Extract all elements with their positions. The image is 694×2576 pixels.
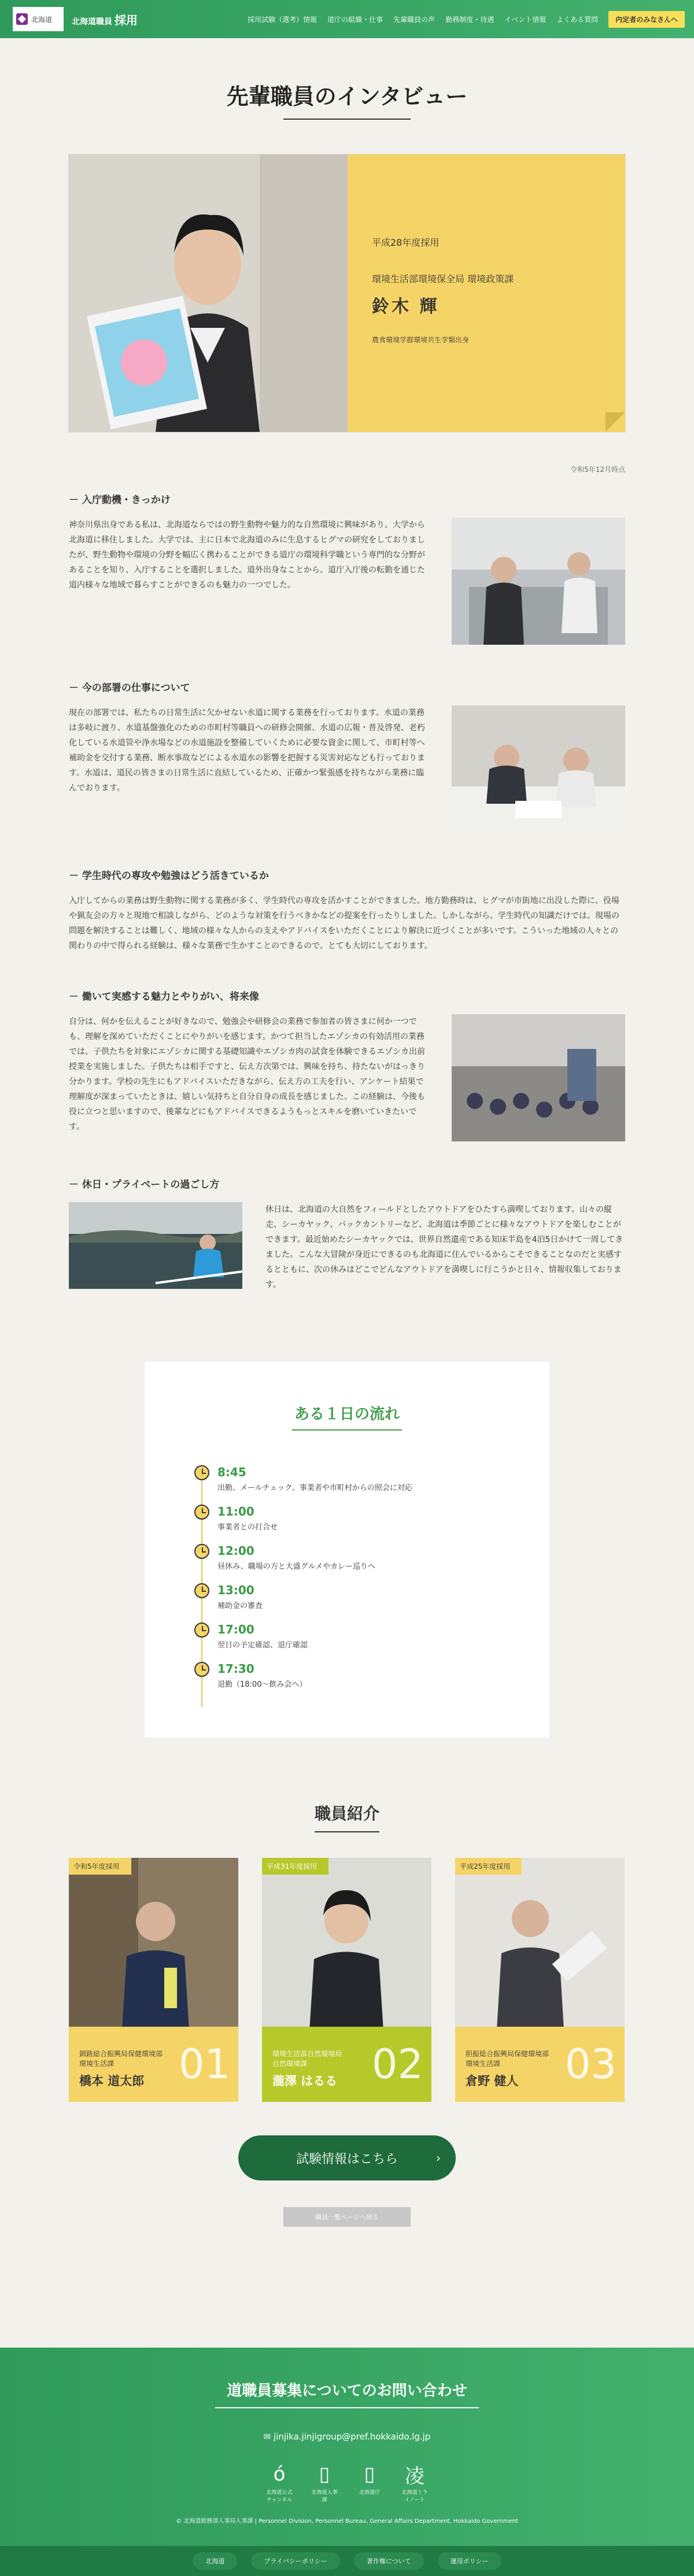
card-name: 倉野 健人: [466, 2074, 519, 2088]
profile-panel: [348, 154, 625, 432]
nav-org[interactable]: 道庁の組織・仕事: [327, 15, 383, 24]
profile-photo-illustration: [69, 154, 348, 432]
time-desc: 出勤、メールチェック、事業者や市町村からの照会に対応: [217, 1484, 412, 1492]
corner-fold: [606, 412, 625, 432]
contact-underline: [215, 2407, 479, 2408]
nav-senior[interactable]: 先輩職員の声: [393, 15, 435, 24]
sns-jinji[interactable]: [311, 2463, 338, 2503]
time: 17:30: [217, 1662, 254, 1676]
footer-link-policy[interactable]: 運用ポリシー: [438, 2552, 501, 2570]
section-text: 休日は、北海道の大自然をフィールドとしたアウトドアをひたすら満喫しております。山々の縦走、シーカヤック、バックカントリーなど、北海道は季節ごとに様々なアウトドアを楽しむことができます。最近始めたシーカヤックでは、世界自然遺産である知床半島を4泊5日かけて一周してきました。こんな大冒険が身近にできるのも北海道に住んでいるからこそできることなのだと実感するとともに、次の休みはどこでどんなアウトドアを満喫しに行こうかと日々、情報収集しております。: [265, 1205, 623, 1289]
sns-label: 北海道人事課: [311, 2490, 338, 2503]
section-motivation: [69, 491, 625, 645]
hokkaido-emblem-icon: [16, 13, 28, 25]
card-tag: 令和5年度採用: [69, 1858, 131, 1875]
logo-text: 北海道: [31, 15, 53, 24]
clock-icon: [194, 1662, 209, 1677]
sns-label: 北海道公式チャンネル: [266, 2490, 293, 2503]
nav-event[interactable]: イベント情報: [504, 15, 547, 24]
clock-icon: [194, 1465, 209, 1480]
exam-info-label: 試験情報はこちら: [296, 2152, 398, 2167]
profile-hero: [69, 154, 625, 432]
sns-links: [0, 2463, 694, 2503]
section-title: － 入庁動機・きっかけ: [69, 494, 171, 506]
timeline-item: [194, 1583, 549, 1623]
contact-mail[interactable]: [0, 2431, 694, 2442]
card-dept: 胆振総合振興局保健環境部: [466, 2050, 549, 2058]
sns-label: 北海道ミライノート: [401, 2490, 428, 2503]
section-title: － 働いて実感する魅力とやりがい、将来像: [69, 991, 259, 1003]
time: 17:00: [217, 1623, 254, 1636]
profile-photo: [69, 154, 348, 432]
brand-title[interactable]: [72, 11, 138, 28]
timeline-item: [194, 1623, 549, 1662]
sns-mirai[interactable]: [401, 2463, 428, 2503]
nav-faq[interactable]: よくある質問: [556, 15, 599, 24]
clock-icon: [194, 1623, 209, 1638]
time-desc: 補助金の審査: [217, 1602, 263, 1610]
mail-address: jinjika.jinjigroup@pref.hokkaido.lg.jp: [273, 2431, 431, 2442]
nav-exam[interactable]: 採用試験（選考）情報: [248, 15, 318, 24]
timeline-item: [194, 1544, 549, 1583]
time: 11:00: [217, 1505, 254, 1518]
section-current-work: [69, 679, 625, 833]
staff-title: 職員紹介: [314, 1804, 379, 1823]
section-text: 自分は、何かを伝えることが好きなので、勉強会や研修会の業務で参加者の皆さまに何か一つでも、理解を深めていただくことにやりがいを感じます。かつて担当したエゾシカの有効活用の業務では、子供たちを対象にエゾシカに関する基礎知識やエゾシカ肉の試食を体験できるエゾシカ出前授業を実施しました。子供たちは相手ですと、伝え方次第では、興味を持ち、持たないがはっきり分かります。学校の先生にもアドバイスいただきながら、伝え方の工夫を行い、アンケート結果で理解度が深まっていたときは、嬉しい気持ちと自分自身の成長を感じました。この経験は、今後も役に立つと思いますので、後輩などにもアドバイスできるようもっとスキルを磨いていきたいです。: [69, 1017, 425, 1132]
card-dept2: 自然環境課: [272, 2060, 308, 2068]
section-studies: [69, 867, 625, 953]
clock-icon: [194, 1544, 209, 1559]
card-dept2: 環境生活課: [466, 2060, 501, 2068]
footer-link-hokkaido[interactable]: 北海道: [193, 2552, 237, 2570]
meeting-photo: [452, 705, 625, 833]
section-text: 神奈川県出身である私は、北海道ならではの野生動物や魅力的な自然環境に興味があり、大学から北海道に移住しました。大学では、主に日本で北海道のみに生息するヒグマの研究をしておりましたが、野生動物や環境の分野を幅広く携わることができる道庁の環境科学職という専門的な分野があることを知り、入庁することを選択しました。道外出身なことから、道庁入庁後の転勤を通じた道内様々な地域で暮らすことができるのも魅力の一つでした。: [69, 520, 425, 590]
sns-label: 北海道庁: [359, 2490, 380, 2496]
update-date: 令和5年12月時点: [570, 465, 625, 474]
profile-name: 鈴木 輝: [372, 297, 440, 317]
nav-work[interactable]: 勤務制度・待遇: [445, 15, 494, 24]
card-dept: 環境生活部自然環境局: [272, 2050, 342, 2058]
contact-title: 道職員募集についてのお問い合わせ: [227, 2382, 467, 2400]
daily-schedule: [145, 1362, 549, 1738]
logo[interactable]: [13, 7, 64, 31]
profile-dept: 環境生活部環境保全局 環境政策課: [372, 274, 514, 284]
card-tag: 平成31年度採用: [262, 1858, 328, 1875]
main-nav: [248, 11, 685, 28]
time: 8:45: [217, 1465, 246, 1479]
chevron-right-icon: ›: [436, 2151, 441, 2165]
card-tag: 平成25年度採用: [455, 1858, 522, 1875]
timeline-item: [194, 1465, 549, 1505]
clock-icon: [194, 1583, 209, 1598]
profile-school: 農食環境学群環境共生学類出身: [372, 336, 470, 344]
title-underline: [283, 119, 411, 120]
timeline-item: [194, 1662, 549, 1701]
section-title: － 今の部署の仕事について: [69, 682, 190, 694]
card-name: 瀧澤 はるる: [272, 2074, 338, 2088]
timeline-item: [194, 1505, 549, 1544]
brand-label: 北海道職員: [72, 17, 112, 27]
staff-underline: [315, 1831, 379, 1832]
time-desc: 翌日の予定確認、退庁確認: [217, 1641, 308, 1650]
card-info: [455, 2027, 625, 2102]
logo-box: [13, 7, 64, 31]
instagram-icon: ▯: [319, 2463, 330, 2486]
staff-cards: [69, 1858, 625, 2102]
copyright: © 北海道総務部人事局人事課 | Personnel Division, Personnel Bureau, General Affairs Department, Hokkaido Government: [176, 2518, 518, 2525]
x-icon: ▯: [364, 2463, 375, 2486]
mail-icon: ✉: [263, 2431, 274, 2442]
card-number: 02: [371, 2041, 423, 2088]
exam-info-button[interactable]: [238, 2135, 456, 2180]
classroom-photo: [452, 1014, 625, 1141]
page-title: 先輩職員のインタビュー: [226, 84, 468, 109]
staff-card[interactable]: [455, 1858, 625, 2102]
time: 12:00: [217, 1544, 254, 1558]
schedule-title: ある１日の流れ: [294, 1406, 400, 1423]
profile-year: 平成28年度採用: [372, 237, 440, 248]
sns-youtube[interactable]: [266, 2463, 293, 2503]
card-dept: 釧路総合振興局保健環境部: [79, 2050, 163, 2058]
section-text: 現在の部署では、私たちの日常生活に欠かせない水道に関する業務を行っております。水道の業務は多岐に渡り、水道基盤強化のための市町村等職員への研修会開催、水道の広報・普及啓発、老朽化している水道管や浄水場などの水道施設を整備していくために必要な資金に関して、市町村等へ補助金を交付する業務、断水事故などによる水道水の影響を把握する災害対応なども行っております。水道は、道民の皆さまの日常生活に直結しているため、正確かつ緊張感を持ちながら業務に臨んでおります。: [69, 708, 425, 793]
footer-link-copyright[interactable]: 著作権について: [354, 2552, 424, 2570]
staff-card[interactable]: [69, 1858, 238, 2102]
staff-card[interactable]: [262, 1858, 431, 2102]
time-desc: 退勤（18:00〜飲み会へ）: [217, 1680, 307, 1689]
footer-link-privacy[interactable]: プライバシーポリシー: [251, 2552, 339, 2570]
footer-nav: [0, 2546, 694, 2576]
mirai-note-icon: 凌: [405, 2464, 424, 2488]
nav-cta-button[interactable]: 内定者のみなさんへ: [608, 11, 685, 28]
section-title: － 学生時代の専攻や勉強はどう活きているか: [69, 870, 269, 882]
section-title: － 休日・プライベートの過ごし方: [69, 1179, 220, 1191]
card-info: [262, 2027, 431, 2102]
youtube-icon: ó: [273, 2463, 286, 2486]
card-number: 01: [178, 2041, 230, 2088]
card-number: 03: [564, 2041, 617, 2088]
schedule-underline: [292, 1429, 402, 1431]
office-photo: [452, 518, 625, 645]
back-to-list-button[interactable]: 職員一覧ページへ戻る: [283, 2207, 411, 2227]
site-header: [0, 0, 694, 38]
card-name: 橋本 道太郎: [79, 2074, 145, 2088]
kayak-photo: [69, 1202, 242, 1289]
timeline: [194, 1465, 549, 1701]
time-desc: 事業者との打合せ: [217, 1523, 278, 1532]
clock-icon: [194, 1505, 209, 1520]
section-rewards: [69, 988, 625, 1141]
card-info: [69, 2027, 238, 2102]
section-holiday: [69, 1176, 625, 1292]
section-text: 入庁してからの業務は野生動物に関する業務が多く、学生時代の専攻を活かすことができました。地方勤務時は、ヒグマが市街地に出没した際に、役場や猟友会の方々と現地で相談しながら、どのような対策を行うべきかなどの提案を行ったりしました。しかしながら、学生時代の知識だけでは、現場の問題を解決することは難しく、地域の様々な人からの支えやアドバイスをいただくことにより解決に近づくことが多いです。こういった地域の人々との関わりの中で得られる経験は、様々な業務で生かすことのできるので、とても大切にしております。: [69, 896, 619, 951]
time-desc: 昼休み、職場の方と大盛グルメやカレー巡りへ: [217, 1562, 376, 1571]
site-footer: [0, 2348, 694, 2576]
card-dept2: 環境生活課: [79, 2060, 115, 2068]
sns-dochou[interactable]: [356, 2463, 383, 2503]
brand-strong: 採用: [115, 13, 138, 27]
time: 13:00: [217, 1583, 254, 1597]
